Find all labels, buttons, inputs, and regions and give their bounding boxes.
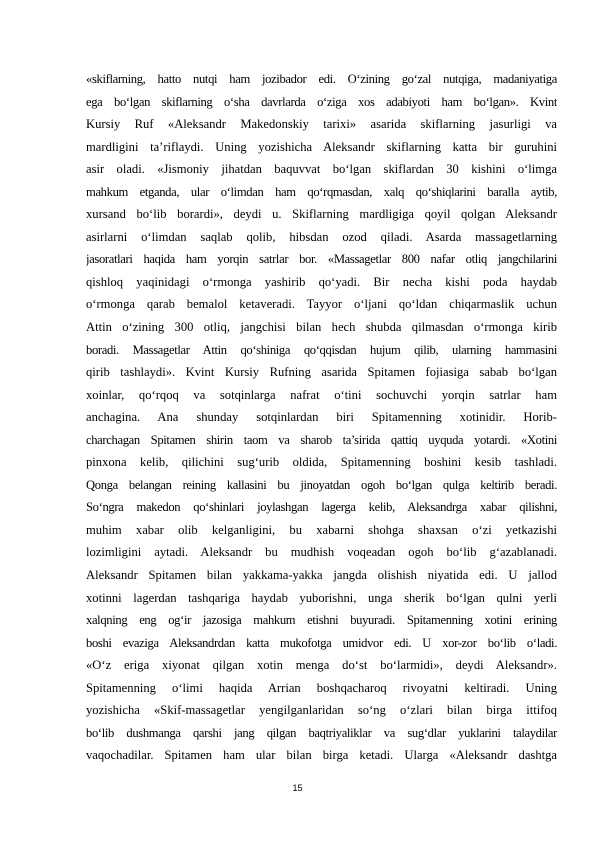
body-text	[86, 68, 557, 767]
text-line: xotinni lagerdan tashqariga haydab yuborishni, unga sherik bo‘lgan qulni yerli	[86, 590, 557, 605]
text-line: mardligini ta’riflaydi. Uning yozishicha Aleksandr skiflarning katta bir guruhini	[86, 139, 557, 154]
text-line: Qonga belangan reining kallasini bu jinoyatdan ogoh bo‘lgan qulga keltirib beradi.	[86, 477, 557, 492]
text-line: bo‘lib dushmanga qarshi jang qilgan baqtriyaliklar va sug‘dlar yuklarini talaydilar	[86, 725, 557, 740]
text-line: boshi evaziga Aleksandrdan katta mukofotga umidvor edi. U xor-zor bo‘lib o‘ladi.	[86, 635, 557, 650]
text-line: yozishicha «Skif-massagetlar yengilganlaridan so‘ng o‘zlari bilan birga ittifoq	[86, 703, 557, 718]
text-line: charchagan Spitamen shirin taom va sharob ta’sirida qattiq uyquda yotardi. «Xotini	[86, 432, 557, 447]
page-number: 15	[292, 783, 303, 793]
text-line: «O‘z eriga xiyonat qilgan xotin menga do‘st bo‘larmidi», deydi Aleksandr».	[86, 658, 557, 673]
text-line: xoinlar, qo‘rqoq va sotqinlarga nafrat o‘tini sochuvchi yorqin satrlar ham	[86, 387, 557, 402]
text-line: asir oladi. «Jismoniy jihatdan baquvvat bo‘lgan skiflardan 30 kishini o‘limga	[86, 162, 557, 177]
text-line: xalqning eng og‘ir jazosiga mahkum etishni buyuradi. Spitamenning xotini erining	[86, 613, 557, 628]
text-line: ega bo‘lgan skiflarning o‘sha davrlarda o‘ziga xos adabiyoti ham bo‘lgan». Kvint	[86, 94, 557, 109]
text-line: boradi. Massagetlar Attin qo‘shiniga qo‘qqisdan hujum qilib, ularning hammasini	[86, 342, 557, 357]
text-line: qirib tashlaydi». Kvint Kursiy Rufning asarida Spitamen fojiasiga sabab bo‘lgan	[86, 365, 557, 380]
text-line: qishloq yaqinidagi o‘rmonga yashirib qo‘yadi. Bir necha kishi poda haydab	[86, 274, 557, 289]
text-line: jasoratlari haqida ham yorqin satrlar bor. «Massagetlar 800 nafar otliq jangchilarini	[86, 252, 557, 267]
text-line: anchagina. Ana shunday sotqinlardan biri Spitamenning xotinidir. Horib-	[86, 410, 557, 425]
text-line: Attin o‘zining 300 otliq, jangchisi bilan hech shubda qilmasdan o‘rmonga kirib	[86, 320, 557, 335]
text-line: Kursiy Ruf «Aleksandr Makedonskiy tarixi» asarida skiflarning jasurligi va	[86, 117, 557, 132]
text-line: o‘rmonga qarab bemalol ketaveradi. Tayyor o‘ljani qo‘ldan chiqarmaslik uchun	[86, 297, 557, 312]
text-line: muhim xabar olib kelganligini, bu xabarni shohga shaxsan o‘zi yetkazishi	[86, 522, 557, 537]
text-line: asirlarni o‘limdan saqlab qolib, hibsdan ozod qiladi. Asarda massagetlarning	[86, 229, 557, 244]
text-line: So‘ngra makedon qo‘shinlari joylashgan lagerga kelib, Aleksandrga xabar qilishni,	[86, 500, 557, 515]
text-line: mahkum etganda, ular o‘limdan ham qo‘rqmasdan, xalq qo‘shiqlarini baralla aytib,	[86, 184, 557, 199]
text-line: vaqochadilar. Spitamen ham ular bilan birga ketadi. Ularga «Aleksandr dashtga	[86, 748, 557, 763]
text-line: xursand bo‘lib borardi», deydi u. Skiflarning mardligiga qoyil qolgan Aleksandr	[86, 207, 557, 222]
text-line: «skiflarning, hatto nutqi ham jozibador edi. O‘zining go‘zal nutqiga, madaniyatiga	[86, 72, 557, 86]
text-line: pinxona kelib, qilichini sug‘urib oldida, Spitamenning boshini kesib tashladi.	[86, 455, 557, 470]
text-line: Aleksandr Spitamen bilan yakkama-yakka jangda olishish niyatida edi. U jallod	[86, 568, 557, 583]
text-line: lozimligini aytadi. Aleksandr bu mudhish voqeadan ogoh bo‘lib g‘azablanadi.	[86, 545, 557, 560]
text-line: Spitamenning o‘limi haqida Arrian boshqacharoq rivoyatni keltiradi. Uning	[86, 680, 557, 695]
